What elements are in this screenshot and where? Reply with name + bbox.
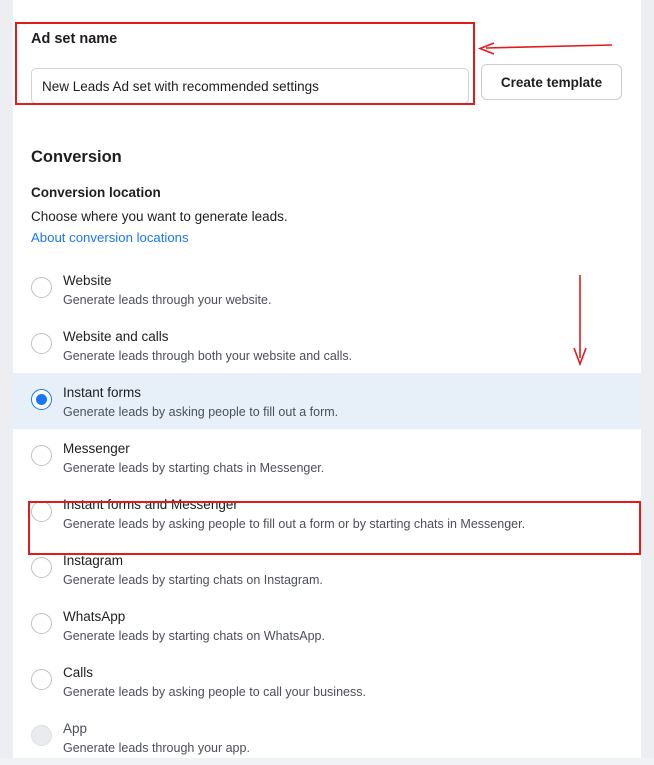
option-messenger-title: Messenger bbox=[63, 441, 130, 456]
radio-instant-forms[interactable] bbox=[31, 389, 52, 410]
option-whatsapp-description: Generate leads by starting chats on WhatsApp. bbox=[63, 629, 325, 643]
conversion-heading: Conversion bbox=[31, 148, 122, 166]
conversion-location-options bbox=[13, 261, 641, 765]
radio-messenger[interactable] bbox=[31, 445, 52, 466]
conversion-location-label: Conversion location bbox=[31, 185, 161, 200]
option-calls[interactable] bbox=[13, 653, 641, 709]
option-instagram-title: Instagram bbox=[63, 553, 124, 568]
radio-whatsapp[interactable] bbox=[31, 613, 52, 634]
option-messenger-description: Generate leads by starting chats in Messenger. bbox=[63, 461, 325, 475]
radio-calls[interactable] bbox=[31, 669, 52, 690]
option-app-description: Generate leads through your app. bbox=[63, 741, 250, 755]
radio-app bbox=[31, 725, 52, 746]
option-whatsapp-title: WhatsApp bbox=[63, 609, 126, 624]
option-website-and-calls-title: Website and calls bbox=[63, 329, 169, 344]
option-website-and-calls-description: Generate leads through both your website and calls. bbox=[63, 349, 353, 363]
right-gutter bbox=[641, 0, 654, 758]
option-instant-forms[interactable] bbox=[13, 373, 641, 429]
radio-website[interactable] bbox=[31, 277, 52, 298]
radio-instagram[interactable] bbox=[31, 557, 52, 578]
option-instant-forms-and-messenger-title: Instant forms and Messenger bbox=[63, 497, 238, 512]
option-app-title: App bbox=[63, 721, 88, 736]
conversion-card bbox=[13, 130, 641, 755]
option-whatsapp[interactable] bbox=[13, 597, 641, 653]
option-instant-forms-title: Instant forms bbox=[63, 385, 142, 400]
option-website-description: Generate leads through your website. bbox=[63, 293, 272, 307]
about-conversion-locations-link[interactable]: About conversion locations bbox=[31, 230, 189, 245]
conversion-description: Choose where you want to generate leads. bbox=[31, 209, 288, 224]
ad-set-name-title: Ad set name bbox=[31, 31, 118, 47]
option-website-title: Website bbox=[63, 273, 112, 288]
ad-set-name-input[interactable] bbox=[31, 68, 469, 104]
ad-set-name-card bbox=[13, 10, 641, 118]
radio-instant-forms-and-messenger[interactable] bbox=[31, 501, 52, 522]
option-website[interactable] bbox=[13, 261, 641, 317]
option-instagram[interactable] bbox=[13, 541, 641, 597]
option-calls-description: Generate leads by asking people to call your business. bbox=[63, 685, 366, 699]
option-instant-forms-description: Generate leads by asking people to fill out a form. bbox=[63, 405, 339, 419]
option-messenger[interactable] bbox=[13, 429, 641, 485]
option-website-and-calls[interactable] bbox=[13, 317, 641, 373]
option-calls-title: Calls bbox=[63, 665, 94, 680]
option-instagram-description: Generate leads by starting chats on Instagram. bbox=[63, 573, 323, 587]
create-template-button[interactable]: Create template bbox=[481, 64, 622, 100]
radio-website-and-calls[interactable] bbox=[31, 333, 52, 354]
left-gutter bbox=[0, 0, 13, 758]
option-app bbox=[13, 709, 641, 765]
option-instant-forms-and-messenger-description: Generate leads by asking people to fill out a form or by starting chats in Messenger. bbox=[63, 517, 526, 531]
option-instant-forms-and-messenger[interactable] bbox=[13, 485, 641, 541]
